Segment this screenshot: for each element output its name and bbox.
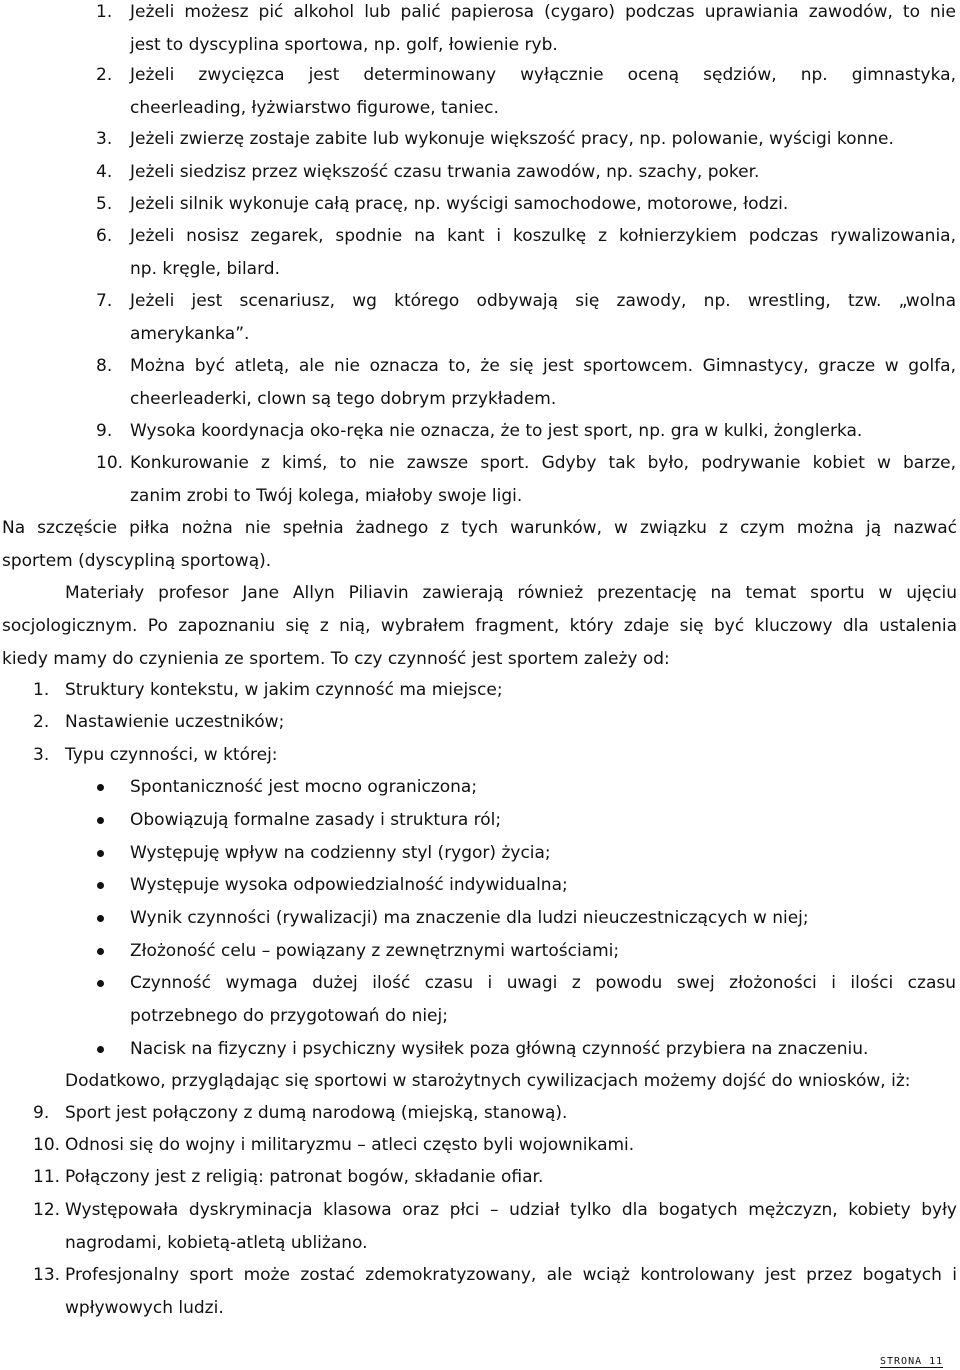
list-number: 5. (96, 194, 113, 214)
list-item-text: jest to dyscyplina sportowa, np. golf, łowienie ryb. (130, 35, 558, 55)
list-number: 13. (33, 1265, 61, 1285)
list-item-text: Można być atletą, ale nie oznacza to, że się jest sportowcem. Gimnastycy, gracze w golfa, (130, 356, 956, 376)
page-number-footer: STRONA 11 (880, 1356, 944, 1367)
bullet-icon (97, 882, 104, 889)
list-number: 9. (33, 1103, 50, 1123)
list-item-text: Występowała dyskryminacja klasowa oraz płci – udział tylko dla bogatych mężczyzn, kobiety były (65, 1200, 957, 1220)
list-item-text: Jeżeli siedzisz przez większość czasu trwania zawodów, np. szachy, poker. (130, 162, 760, 182)
list-number: 1. (33, 680, 50, 700)
list-number: 7. (96, 291, 113, 311)
bullet-item-text: Czynność wymaga dużej ilość czasu i uwagi z powodu swej złożoności i ilości czasu (130, 973, 956, 993)
list-number: 10. (96, 453, 124, 473)
paragraph-line: sportem (dyscypliną sportową). (2, 551, 272, 571)
list-number: 12. (33, 1200, 61, 1220)
list-number: 6. (96, 226, 113, 246)
paragraph-line: kiedy mamy do czynienia ze sportem. To czy czynność jest sportem zależy od: (2, 649, 670, 669)
paragraph-line: Dodatkowo, przyglądając się sportowi w starożytnych cywilizacjach możemy dojść do wniosków, iż: (65, 1071, 911, 1091)
bullet-item-text: Złożoność celu – powiązany z zewnętrznymi wartościami; (130, 941, 620, 961)
bullet-icon (97, 980, 104, 987)
list-number: 11. (33, 1167, 61, 1187)
list-item-text: nagrodami, kobietą-atletą ubliżano. (65, 1233, 368, 1253)
list-item-text: Profesjonalny sport może zostać zdemokratyzowany, ale wciąż kontrolowany jest przez bogatych i (65, 1265, 957, 1285)
list-item-text: zanim zrobi to Twój kolega, miałoby swoje ligi. (130, 486, 523, 506)
list-item-text: Odnosi się do wojny i militaryzmu – atleci często byli wojownikami. (65, 1135, 635, 1155)
bullet-item-text: Występuje wysoka odpowiedzialność indywidualna; (130, 875, 568, 895)
paragraph-line: Materiały profesor Jane Allyn Piliavin zawierają również prezentację na temat sportu w ujęciu (65, 583, 957, 603)
bullet-item-text: Nacisk na fizyczny i psychiczny wysiłek poza główną czynność przybiera na znaczeniu. (130, 1039, 869, 1059)
list-number: 2. (33, 712, 50, 732)
list-number: 10. (33, 1135, 61, 1155)
list-item-text: Jeżeli silnik wykonuje całą pracę, np. wyścigi samochodowe, motorowe, łodzi. (130, 194, 789, 214)
list-item-text: Typu czynności, w której: (65, 745, 278, 765)
bullet-icon (97, 948, 104, 955)
list-item-text: Struktury kontekstu, w jakim czynność ma miejsce; (65, 680, 503, 700)
bullet-item-text: Spontaniczność jest mocno ograniczona; (130, 777, 478, 797)
list-number: 8. (96, 356, 113, 376)
list-number: 3. (33, 745, 50, 765)
bullet-icon (97, 1046, 104, 1053)
list-number: 4. (96, 162, 113, 182)
list-item-text: amerykanka”. (130, 324, 250, 344)
bullet-icon (97, 817, 104, 824)
paragraph-line: socjologicznym. Po zapoznaniu się z nią, wybrałem fragment, który zdaje się być kluczowy dla ustalenia (2, 616, 957, 636)
bullet-icon (97, 850, 104, 857)
list-item-text: Jeżeli nosisz zegarek, spodnie na kant i koszulkę z kołnierzykiem podczas rywalizowania, (130, 226, 956, 246)
list-item-text: Wysoka koordynacja oko-ręka nie oznacza, że to jest sport, np. gra w kulki, żonglerka. (130, 421, 863, 441)
bullet-item-text: Występuję wpływ na codzienny styl (rygor) życia; (130, 843, 551, 863)
list-item-text: cheerleaderki, clown są tego dobrym przykładem. (130, 389, 557, 409)
list-item-text: Nastawienie uczestników; (65, 712, 285, 732)
paragraph-line: Na szczęście piłka nożna nie spełnia żadnego z tych warunków, w związku z czym można ją nazwać (2, 518, 957, 538)
list-item-text: Jeżeli zwierzę zostaje zabite lub wykonuje większość pracy, np. polowanie, wyścigi konne. (130, 129, 894, 149)
list-number: 3. (96, 129, 113, 149)
list-number: 9. (96, 421, 113, 441)
list-item-text: Jeżeli zwycięzca jest determinowany wyłącznie oceną sędziów, np. gimnastyka, (130, 65, 956, 85)
list-item-text: Jeżeli możesz pić alkohol lub palić papierosa (cygaro) podczas uprawiania zawodów, to nie (130, 2, 956, 22)
list-number: 2. (96, 65, 113, 85)
list-item-text: Jeżeli jest scenariusz, wg którego odbywają się zawody, np. wrestling, tzw. „wolna (130, 291, 956, 311)
bullet-item-text: Obowiązują formalne zasady i struktura ról; (130, 810, 502, 830)
bullet-icon (97, 915, 104, 922)
list-item-text: np. kręgle, bilard. (130, 259, 280, 279)
list-item-text: wpływowych ludzi. (65, 1298, 224, 1318)
list-item-text: cheerleading, łyżwiarstwo figurowe, taniec. (130, 98, 499, 118)
list-number: 1. (96, 2, 113, 22)
list-item-text: Sport jest połączony z dumą narodową (miejską, stanową). (65, 1103, 568, 1123)
bullet-item-text: Wynik czynności (rywalizacji) ma znaczenie dla ludzi nieuczestniczących w niej; (130, 908, 809, 928)
bullet-item-text: potrzebnego do przygotowań do niej; (130, 1006, 448, 1026)
bullet-icon (97, 784, 104, 791)
list-item-text: Połączony jest z religią: patronat bogów, składanie ofiar. (65, 1167, 544, 1187)
list-item-text: Konkurowanie z kimś, to nie zawsze sport. Gdyby tak było, podrywanie kobiet w barze, (130, 453, 956, 473)
